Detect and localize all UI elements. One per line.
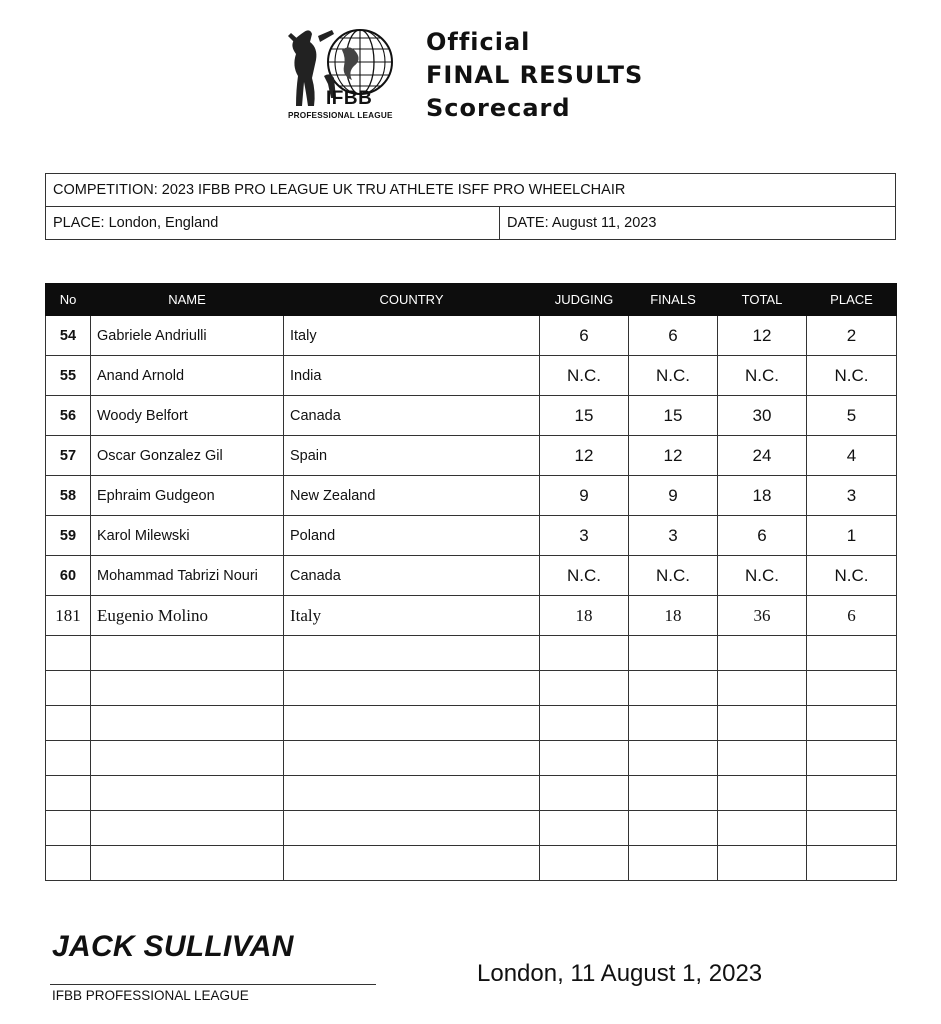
cell-no: 60 [46,556,91,596]
cell-place: 2 [807,316,897,356]
header-country: COUNTRY [284,284,540,316]
signatory-name: JACK SULLIVAN [52,930,294,963]
cell-name: Mohammad Tabrizi Nouri [91,556,284,596]
cell-place: 5 [807,396,897,436]
cell-finals: 6 [629,316,718,356]
cell-finals: N.C. [629,556,718,596]
header-finals: FINALS [629,284,718,316]
header-place: PLACE [807,284,897,316]
cell-name: Woody Belfort [91,396,284,436]
title-line-scorecard: Scorecard [426,94,571,122]
table-row [46,436,897,476]
cell-total: 36 [718,596,807,636]
header-name: NAME [91,284,284,316]
empty-row [46,636,897,671]
cell-place: 1 [807,516,897,556]
title-line-official: Official [426,28,531,56]
results-table [45,283,897,881]
cell-total: 24 [718,436,807,476]
cell-no: 55 [46,356,91,396]
cell-total: N.C. [718,356,807,396]
cell-place: 4 [807,436,897,476]
scorecard-header [282,22,682,127]
table-row [46,396,897,436]
cell-no: 54 [46,316,91,356]
cell-finals: N.C. [629,356,718,396]
place-field: PLACE: London, England [46,207,500,239]
cell-name: Anand Arnold [91,356,284,396]
cell-no: 59 [46,516,91,556]
table-row [46,356,897,396]
cell-judging: 15 [540,396,629,436]
competition-name: COMPETITION: 2023 IFBB PRO LEAGUE UK TRU ATHLETE ISFF PRO WHEELCHAIR [53,182,626,198]
cell-total: 12 [718,316,807,356]
cell-name: Eugenio Molino [91,596,284,636]
cell-country: Canada [284,556,540,596]
cell-country: New Zealand [284,476,540,516]
table-row [46,516,897,556]
cell-name: Oscar Gonzalez Gil [91,436,284,476]
cell-finals: 12 [629,436,718,476]
signing-place-date: London, 11 August 1, 2023 [477,960,763,987]
header-judging: JUDGING [540,284,629,316]
cell-country: Spain [284,436,540,476]
cell-finals: 18 [629,596,718,636]
cell-name: Ephraim Gudgeon [91,476,284,516]
empty-row [46,776,897,811]
cell-name: Karol Milewski [91,516,284,556]
cell-judging: 3 [540,516,629,556]
scorecard-title [426,26,643,125]
cell-total: 6 [718,516,807,556]
table-row [46,556,897,596]
competition-info-box [45,173,896,240]
table-row [46,476,897,516]
cell-no: 58 [46,476,91,516]
cell-finals: 3 [629,516,718,556]
cell-country: Italy [284,596,540,636]
signature-line [50,984,376,985]
cell-total: 18 [718,476,807,516]
empty-row [46,706,897,741]
empty-row [46,846,897,881]
cell-no: 181 [46,596,91,636]
table-row [46,596,897,636]
cell-name: Gabriele Andriulli [91,316,284,356]
logo-text: IFBB [326,88,373,109]
cell-finals: 15 [629,396,718,436]
cell-country: India [284,356,540,396]
title-line-final-results: FINAL RESULTS [426,61,644,89]
empty-row [46,811,897,846]
cell-judging: 6 [540,316,629,356]
cell-judging: 9 [540,476,629,516]
signatory-organization: IFBB PROFESSIONAL LEAGUE [52,988,249,1003]
place-date-row [46,206,895,239]
cell-place: 6 [807,596,897,636]
competition-row [46,174,895,206]
logo-subtext: PROFESSIONAL LEAGUE [288,111,393,120]
header-no: No [46,284,91,316]
cell-total: 30 [718,396,807,436]
table-row [46,316,897,356]
cell-judging: N.C. [540,356,629,396]
cell-place: 3 [807,476,897,516]
cell-finals: 9 [629,476,718,516]
empty-row [46,671,897,706]
cell-no: 56 [46,396,91,436]
header-total: TOTAL [718,284,807,316]
cell-judging: 12 [540,436,629,476]
table-header-row [46,284,897,316]
empty-row [46,741,897,776]
cell-country: Poland [284,516,540,556]
cell-place: N.C. [807,356,897,396]
cell-no: 57 [46,436,91,476]
cell-country: Italy [284,316,540,356]
cell-judging: N.C. [540,556,629,596]
cell-judging: 18 [540,596,629,636]
date-field: DATE: August 11, 2023 [507,215,657,231]
cell-country: Canada [284,396,540,436]
cell-place: N.C. [807,556,897,596]
cell-total: N.C. [718,556,807,596]
